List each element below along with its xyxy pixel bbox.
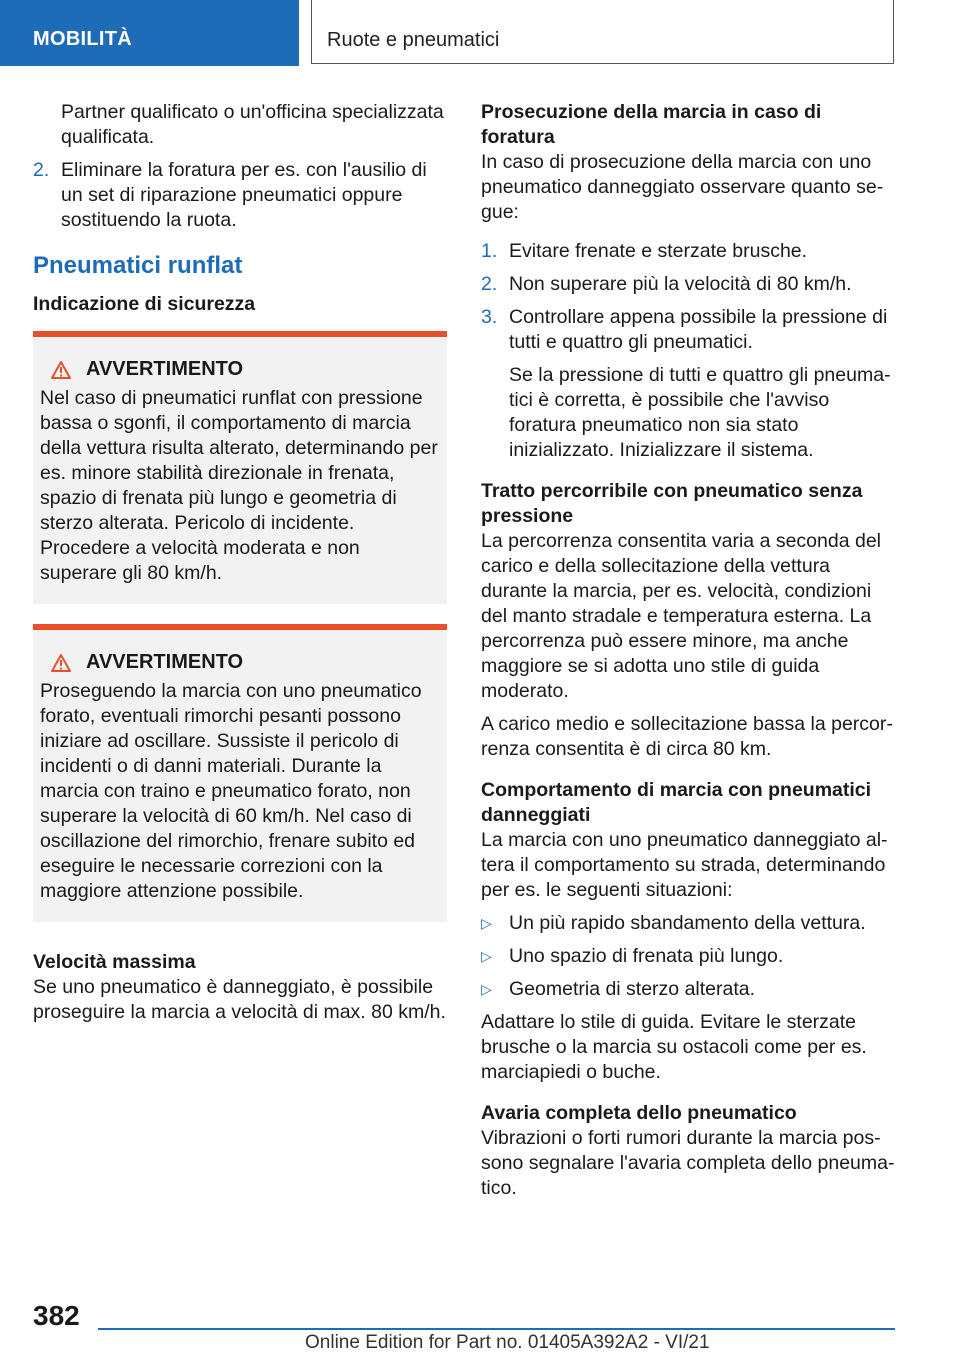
speed-heading: Velocità massima	[33, 951, 196, 973]
step-number: 1.	[481, 240, 498, 262]
warning-triangle-icon	[50, 360, 72, 380]
warning-box	[33, 624, 447, 922]
footer-divider	[98, 1328, 895, 1330]
right-column	[481, 100, 895, 1209]
list-item	[481, 911, 895, 936]
warning-title: AVVERTIMENTO	[86, 651, 244, 673]
warning-title-row	[40, 650, 439, 675]
step-text: Non superare più la velocità di 80 km/h.	[509, 273, 852, 295]
list-item	[481, 944, 895, 969]
safety-heading: Indicazione di sicurezza	[33, 293, 256, 315]
step-item	[481, 239, 895, 264]
warning-title-row	[40, 357, 439, 382]
warning-triangle-icon	[50, 653, 72, 673]
list-item-text: Geometria di sterzo alterata.	[509, 978, 756, 1000]
step-extra-text: Se la pressione di tutti e quattro gli pneumatici è corretta, è possibile che l'avviso foratura pneumatico non sia stato inizializzato. Inizializzare il sistema.	[509, 364, 891, 461]
warning-title: AVVERTIMENTO	[86, 358, 244, 380]
step-item	[481, 305, 895, 355]
list-item-text: Un più rapido sbandamento della vettura.	[509, 912, 866, 934]
left-column	[33, 100, 447, 1033]
step-text: Controllare appena possibile la pressione di tutti e quattro gli pneumatici.	[509, 306, 888, 353]
warning-text: Proseguendo la marcia con uno pneumatico forato, eventuali rimorchi pesanti possono iniziare ad oscillare. Sussiste il pericolo di incidenti o di danni materiali. Durante la marcia con traino e pneumatico forato, non superare la velocità di 60 km/h. Nel caso di oscillazione del rimorchio, frenare subito ed eseguire le necessarie correzioni con la maggiore attenzione possibile.	[40, 680, 422, 902]
step-text: Evitare frenate e sterzate brusche.	[509, 240, 808, 262]
continued-text: Partner qualificato o un'officina specializzata qualificata.	[61, 101, 444, 148]
speed-text: Se uno pneumatico è danneggiato, è possibile proseguire la marcia a velocità di max. 80 km/h.	[33, 976, 446, 1023]
bullet-arrow-icon: ▷	[481, 915, 492, 931]
behavior-heading: Comportamento di marcia con pneumatici danneggiati	[481, 779, 872, 826]
failure-heading: Avaria completa dello pneumatico	[481, 1102, 797, 1124]
page-number: 382	[33, 1300, 80, 1331]
warning-box	[33, 331, 447, 604]
step-number: 2.	[33, 159, 50, 181]
section-heading-runflat: Pneumatici runflat	[33, 252, 243, 279]
step-item	[481, 272, 895, 297]
distance-text: La percorrenza consentita varia a seconda del carico e della sollecitazione della vettura durante la marcia, per es. velocità, condizioni del manto stradale e temperatura esterna. La percorrenza può essere minore, ma anche maggiore se si adotta uno stile di guida moderato.	[481, 530, 881, 702]
continue-heading: Prosecuzione della marcia in caso di foratura	[481, 101, 822, 148]
step-number: 3.	[481, 306, 498, 328]
edition-text: Online Edition for Part no. 01405A392A2 - VI/21	[305, 1332, 710, 1353]
distance-heading: Tratto percorribile con pneumatico senza pressione	[481, 480, 863, 527]
list-item-text: Uno spazio di frenata più lungo.	[509, 945, 784, 967]
chapter-title: Ruote e pneumatici	[311, 0, 894, 64]
failure-text: Vibrazioni o forti rumori durante la marcia possono segnalare l'avaria completa dello pneumatico.	[481, 1127, 895, 1199]
section-tab[interactable]: MOBILITÀ	[0, 0, 299, 66]
list-item	[481, 977, 895, 1002]
warning-text: Nel caso di pneumatici runflat con pressione bassa o sgonfi, il comportamento di marcia della vettura risulta alterato, determinando per es. minore stabilità direzionale in frenata, spazio di frenata più lungo e geometria di sterzo alterata. Pericolo di incidente. Procedere a velocità moderata e non superare gli 80 km/h.	[40, 387, 438, 584]
continue-text: In caso di prosecuzione della marcia con uno pneumatico danneggiato osservare quanto segue:	[481, 151, 884, 223]
bullet-arrow-icon: ▷	[481, 981, 492, 997]
step-item	[33, 158, 447, 233]
bullet-arrow-icon: ▷	[481, 948, 492, 964]
step-number: 2.	[481, 273, 498, 295]
step-text: Eliminare la foratura per es. con l'ausilio di un set di riparazione pneumatici oppure sostituendo la ruota.	[61, 159, 427, 231]
behavior-text: Adattare lo stile di guida. Evitare le sterzate brusche o la marcia su ostacoli come per es. marciapiedi o buche.	[481, 1011, 867, 1083]
distance-text: A carico medio e sollecitazione bassa la percorrenza consentita è di circa 80 km.	[481, 713, 893, 760]
behavior-text: La marcia con uno pneumatico danneggiato altera il comportamento su strada, determinando per es. le seguenti situazioni:	[481, 829, 888, 901]
